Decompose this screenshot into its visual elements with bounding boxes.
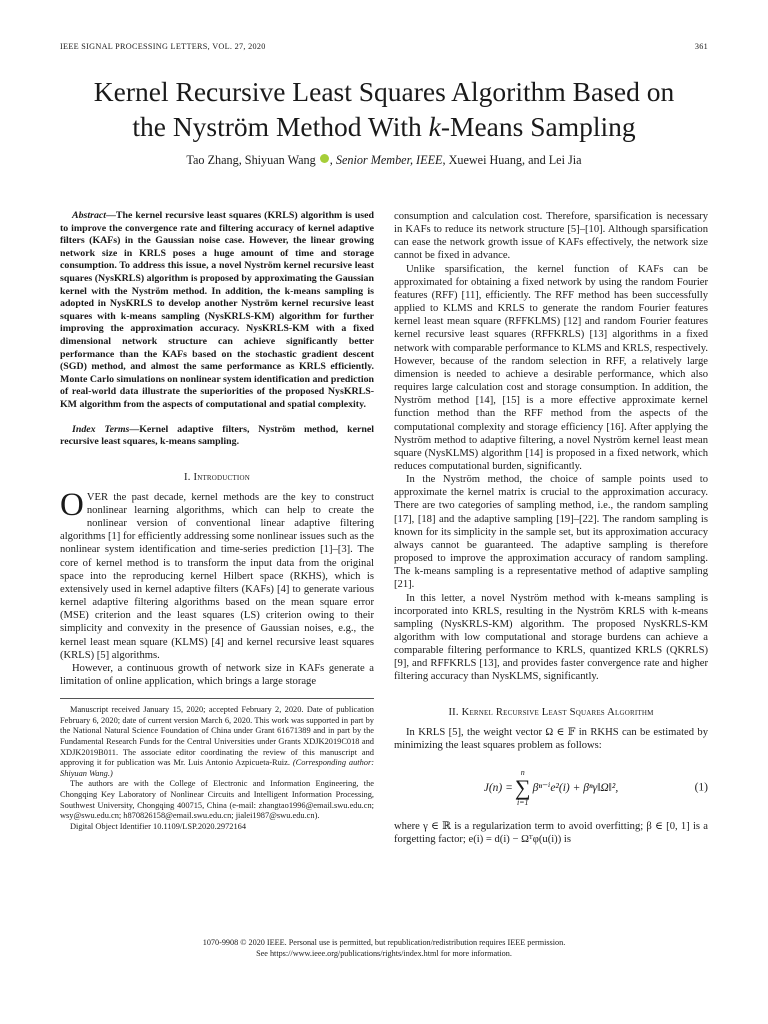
sigma-glyph: ∑ — [514, 775, 531, 801]
sum-upper-limit: n — [520, 768, 525, 778]
equation-1 — [394, 764, 708, 812]
intro-paragraph-2: However, a continuous growth of network size in KAFs generate a limitation of online application, which brings a large storage — [60, 662, 374, 688]
authors-affiliation-note: , Senior Member, IEEE — [329, 153, 443, 167]
equation-rhs: βⁿ⁻ⁱe²(i) + βⁿγ‖Ω‖², — [532, 781, 619, 794]
drop-cap: O — [60, 486, 84, 523]
index-terms — [60, 424, 374, 449]
running-head — [60, 42, 708, 51]
footnote-manuscript-text: Manuscript received January 15, 2020; accepted February 2, 2020. Date of publication February 6, 2020; date of current version March 6, 2020. This work was supported in part by the National Natural Science Foundation of China under Grant 61671389 and in part by the Fundamental Research Funds for the Central Universities under Grants XDJK2019C018 and XDJK2019B011. The associate editor coordinating the review of this manuscript and approving it for publication was Mr. Luis Antonio Azpicueta-Ruiz. — [60, 705, 374, 768]
right-paragraph-4: In this letter, a novel Nyström method with k-means sampling is incorporated into KRLS, resulting in the Nyström KRLS with k-means sampling (NysKRLS-KM) algorithm. The proposed NysKRLS-KM algorithm with low computational and storage burdens can achieve a comparable filtering performance to KRLS, quantized KRLS (QKRLS) [9], and RFFKRLS [13], and provides faster convergence rate and higher filtering accuracy than NysKLMS, significantly. — [394, 592, 708, 683]
journal-name: IEEE SIGNAL PROCESSING LETTERS, VOL. 27, 2020 — [60, 42, 266, 51]
copyright-note — [60, 938, 708, 959]
intro-paragraph-1-text: VER the past decade, kernel methods are the key to construct nonlinear learning algorithms, which can help to create the nonlinear version of conventional linear adaptive filtering algorithms [1] for efficiently addressing some nonlinear issues such as the nonlinear system identification and time-series prediction [1]–[3]. The core of kernel method is to transform the input data from the original space into the reproducing kernel Hilbert space (RKHS), which is extensively used in kernel adaptive filters (KAFs) [4] to generate various kernel adaptive filtering algorithms based on the mean square error (MSE) criterion and the least squares (LS) criterion owing to their simplicity and convexity in the presence of Gaussian noises, e.g., the kernel least mean square (KLMS) [4] and kernel recursive least squares (KRLS) [5] algorithms. — [60, 491, 375, 661]
footnote-corresponding-author: (Corresponding author: Shiyuan Wang.) — [60, 758, 375, 778]
page-number: 361 — [694, 42, 708, 51]
authors-part-1: Tao Zhang, Shiyuan Wang — [186, 153, 316, 167]
right-paragraph-1: consumption and calculation cost. Therefore, sparsification is necessary in KAFs to reduce its network structure [5]–[10]. Although sparsification can ease the network growth issue of KAFs effectively, the network size cannot be fixed in advance. — [394, 211, 708, 262]
title-line-2-post: -Means Sampling — [440, 111, 636, 142]
abstract — [60, 210, 374, 412]
section-2-number: II. — [448, 706, 462, 718]
section-1-number: I. — [184, 471, 194, 483]
author-list — [60, 153, 708, 168]
paper-title — [40, 74, 728, 144]
copyright-line-2[interactable]: See https://www.ieee.org/publications/rights/index.html for more information. — [256, 948, 512, 958]
left-column — [60, 210, 374, 832]
right-paragraph-3: In the Nyström method, the choice of sample points used to approximate the kernel matrix is crucial to the approximation accuracy. There are two categories of sampling method, i.e., the random sampling [17], [18] and the adaptive sampling [19]–[22]. The random sampling is known for its simplicity in the sample set, but its approximation accuracy always cannot be guaranteed. The adaptive sampling is therefore proposed to improve the approximation accuracy of random sampling. The k-means sampling is a representative method of adaptive sampling [21]. — [394, 474, 708, 591]
krls-paragraph-1: In KRLS [5], the weight vector Ω ∈ 𝔽 in RKHS can be estimated by minimizing the least squares problem as follows: — [394, 726, 708, 751]
title-line-2 — [40, 109, 728, 144]
title-k: k — [428, 111, 441, 142]
footnote-manuscript — [60, 705, 374, 779]
title-line-1: Kernel Recursive Least Squares Algorithm Based on — [93, 76, 675, 107]
index-terms-body: —Kernel adaptive filters, Nyström method, kernel recursive least squares, k-means sampling. — [60, 423, 374, 448]
krls-paragraph-2: where γ ∈ ℝ is a regularization term to avoid overfitting; β ∈ [0, 1] is a forgetting factor; e(i) = d(i) − Ωᵀφ(u(i)) is — [394, 821, 708, 846]
right-paragraph-2: Unlike sparsification, the kernel function of KAFs can be approximated for obtaining a fixed network by using the random Fourier features (RFF) [11], efficiently. The RFF method has been successfully applied to KLMS and KRLS to generate the random Fourier features kernel least mean square (RFFKLMS) [12] and random Fourier features kernel recursive least squares (RFFKRLS) [13] algorithms in a fixed network with comparable performance to KLMS and KRLS, respectively. However, because of the random selection in RFF, a relatively large dimension is needed to achieve a desirable performance, which also requires large calculation cost and storage consumption. In addition, the Nyström method [14], [15] is a more effective approximate kernel function method than the RFF method from the aspects of the computational complexity and storage efficiency [16]. After applying the Nyström method to adaptive filtering, a novel Nyström kernel least mean square (NysKLMS) algorithm [14] is proposed in a fixed network, which reduces computational burden, significantly. — [394, 263, 708, 472]
orcid-icon[interactable] — [320, 154, 329, 163]
index-terms-lead: Index Terms — [72, 423, 130, 435]
footnote — [60, 698, 374, 832]
equation-lhs: J(n) = — [483, 781, 513, 794]
abstract-body: —The kernel recursive least squares (KRLS) algorithm is used to improve the convergence rate and filtering accuracy of kernel adaptive filters (KAFs) in the Gaussian noise case. However, the linear growing network size in KRLS poses a huge amount of time and storage consumption. To address this issue, a novel Nyström kernel recursive least squares (NysKRLS) algorithm is proposed by approximating the Gaussian kernel with the Nyström method. In addition, the k-means sampling is adopted in NysKRLS to develop another Nyström kernel recursive least squares with k-means sampling (NysKRLS-KM) algorithm for further improving the approximation accuracy. NysKRLS-KM with a fixed dimensional network structure can achieve significantly better performance than the KAFs based on the stochastic gradient descent (SGD) method, and almost the same performance as KRLS efficiently. Monte Carlo simulations on nonlinear system identification and prediction of real-world data illustrate the superiorities of the proposed NysKRLS-KM algorithm from the aspects of computational and spatial complexity. — [60, 210, 375, 410]
footnote-affiliation: The authors are with the College of Electronic and Information Engineering, the Chongqing Key Laboratory of Nonlinear Circuits and Intelligent Information Processing, Southwest University, Chongqing 400715, China (e-mail: zhangtao1996@email.swu.edu.cn; wsy@swu.edu.cn; h870826158@email.swu.edu.cn; jialei1987@swu.edu.cn). — [60, 779, 374, 821]
title-line-2-pre: the Nyström Method With — [132, 111, 429, 142]
section-2-title: Kernel Recursive Least Squares Algorithm — [461, 706, 654, 718]
summation-symbol — [515, 769, 531, 807]
right-column — [394, 210, 708, 846]
intro-paragraph-1 — [60, 486, 375, 662]
sum-lower-limit: i=1 — [516, 798, 529, 808]
section-1-title: Introduction — [193, 471, 250, 483]
section-heading-krls — [394, 706, 708, 719]
copyright-line-1: 1070-9908 © 2020 IEEE. Personal use is permitted, but republication/redistribution requires IEEE permission. — [202, 938, 566, 947]
authors-part-3: , Xuewei Huang, and Lei Jia — [442, 153, 582, 167]
section-heading-introduction — [60, 471, 374, 484]
footnote-doi: Digital Object Identifier 10.1109/LSP.2020.2972164 — [70, 821, 247, 831]
equation-number: (1) — [694, 781, 708, 794]
abstract-lead: Abstract — [72, 210, 107, 221]
